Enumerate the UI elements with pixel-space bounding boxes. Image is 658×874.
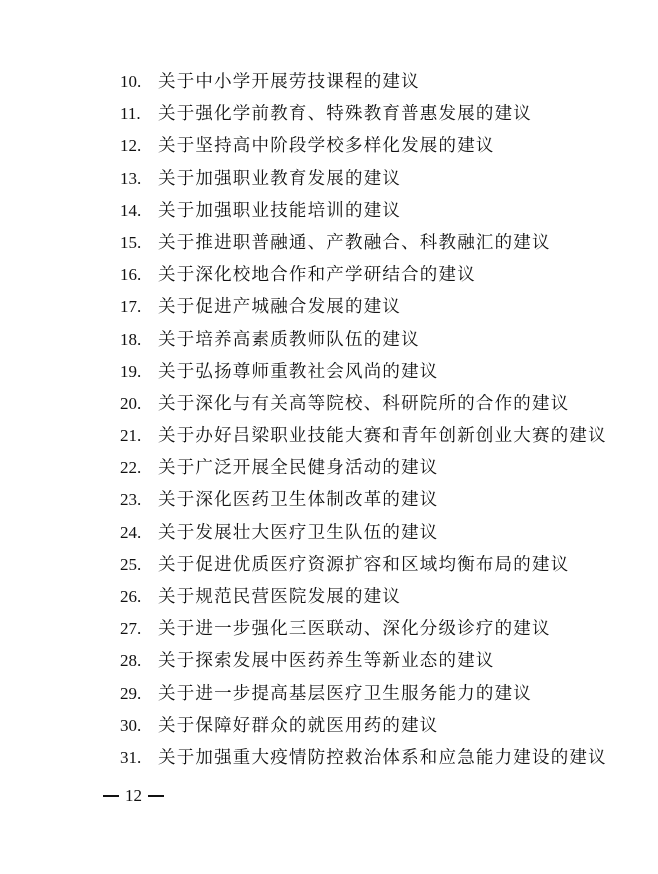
list-item (120, 645, 607, 677)
item-number: 27. (120, 619, 142, 639)
list-item (120, 130, 607, 162)
item-text: 关于强化学前教育、特殊教育普惠发展的建议 (158, 104, 532, 125)
item-number: 22. (120, 458, 142, 478)
item-text: 关于广泛开展全民健身活动的建议 (158, 458, 439, 479)
list-item (120, 484, 607, 516)
item-number: 18. (120, 329, 142, 349)
item-number: 28. (120, 651, 142, 671)
list-item (120, 227, 607, 259)
item-number: 17. (120, 297, 142, 317)
item-number: 24. (120, 522, 142, 542)
item-number: 14. (120, 200, 142, 220)
item-text: 关于进一步强化三医联动、深化分级诊疗的建议 (158, 619, 551, 640)
item-text: 关于深化与有关高等院校、科研院所的合作的建议 (158, 393, 570, 414)
item-number: 26. (120, 587, 142, 606)
list-item (120, 742, 607, 774)
item-text: 关于探索发展中医药养生等新业态的建议 (158, 651, 495, 672)
list-item (120, 163, 607, 195)
list-item (120, 66, 607, 98)
item-text: 关于加强职业技能培训的建议 (158, 200, 402, 221)
list-item (120, 291, 607, 323)
item-number: 25. (120, 554, 142, 574)
item-text: 关于进一步提高基层医疗卫生服务能力的建议 (158, 683, 532, 704)
page-number: 12 (125, 786, 142, 805)
item-number: 12. (120, 136, 142, 156)
item-text: 关于中小学开展劳技课程的建议 (158, 72, 420, 92)
list-item (120, 678, 607, 710)
item-text: 关于弘扬尊师重教社会风尚的建议 (158, 361, 439, 382)
item-text: 关于深化医药卫生体制改革的建议 (158, 490, 439, 511)
item-text: 关于推进职普融通、产教融合、科教融汇的建议 (158, 232, 551, 253)
item-number: 11. (120, 104, 141, 124)
item-number: 19. (120, 361, 142, 381)
item-number: 15. (120, 232, 142, 252)
item-number: 21. (120, 426, 142, 446)
item-number: 10. (120, 72, 142, 91)
item-text: 关于办好吕梁职业技能大赛和青年创新创业大赛的建议 (158, 426, 607, 447)
list-item (120, 710, 607, 742)
item-text: 关于促进产城融合发展的建议 (158, 297, 402, 318)
item-text: 关于加强重大疫情防控救治体系和应急能力建设的建议 (158, 747, 607, 768)
item-text: 关于促进优质医疗资源扩容和区域均衡布局的建议 (158, 554, 570, 575)
list-item (120, 324, 607, 356)
item-text: 关于发展壮大医疗卫生队伍的建议 (158, 522, 439, 543)
list-item (120, 259, 607, 291)
item-text: 关于加强职业教育发展的建议 (158, 168, 402, 189)
item-text: 关于坚持高中阶段学校多样化发展的建议 (158, 136, 495, 157)
list-item (120, 549, 607, 581)
proposal-list (120, 66, 607, 774)
item-number: 31. (120, 747, 142, 767)
item-number: 20. (120, 393, 142, 413)
item-text: 关于深化校地合作和产学研结合的建议 (158, 265, 476, 286)
item-number: 23. (120, 490, 142, 510)
item-text: 关于保障好群众的就医用药的建议 (158, 715, 439, 736)
item-text: 关于规范民营医院发展的建议 (158, 587, 402, 607)
list-item (120, 420, 607, 452)
list-item (120, 581, 607, 613)
list-item (120, 517, 607, 549)
item-number: 29. (120, 683, 142, 703)
footer-dash-right (148, 795, 164, 797)
list-item (120, 452, 607, 484)
list-item (120, 98, 607, 130)
list-item (120, 613, 607, 645)
item-text: 关于培养高素质教师队伍的建议 (158, 329, 420, 350)
list-item (120, 195, 607, 227)
list-item (120, 388, 607, 420)
list-item (120, 356, 607, 388)
item-number: 13. (120, 168, 142, 188)
item-number: 30. (120, 715, 142, 735)
footer-dash-left (103, 795, 119, 797)
item-number: 16. (120, 265, 142, 285)
page-footer (103, 786, 164, 806)
